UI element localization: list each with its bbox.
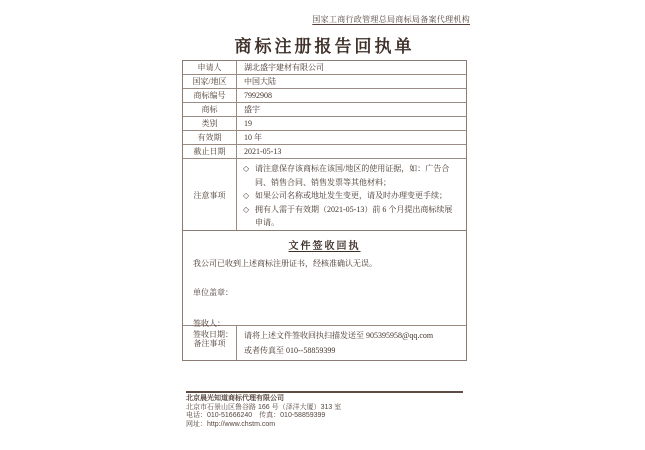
footer-company-name: 北京晨光知道商标代理有限公司 <box>186 395 284 402</box>
agency-footer <box>186 391 463 429</box>
table-row <box>183 89 466 103</box>
row-label-validity: 有效期 <box>183 131 237 144</box>
diamond-bullet-icon: ◇ <box>243 164 250 173</box>
agency-registration-note: 国家工商行政管理总局商标局备案代理机构 <box>312 15 470 24</box>
remarks-line-email: 请将上述文件签收回执扫描发送至 905395958@qq.com <box>244 331 434 340</box>
diamond-bullet-icon: ◇ <box>243 204 250 214</box>
row-label-notes: 注意事项 <box>183 159 237 233</box>
table-row <box>183 117 466 131</box>
table-row <box>183 103 466 117</box>
row-label-class: 类别 <box>183 117 237 130</box>
remarks-line-fax: 或者传真至 010--58859399 <box>244 346 336 355</box>
row-value-deadline: 2021-05-13 <box>244 147 282 156</box>
row-label-trademark-number: 商标编号 <box>183 89 237 102</box>
row-value-class: 19 <box>244 119 252 128</box>
note-item <box>243 203 460 230</box>
receipt-confirmation-box <box>182 230 467 361</box>
row-value-trademark-number: 7992908 <box>244 91 272 100</box>
footer-tel-fax: 电话：010-51666240 传真：010-58859399 <box>186 412 326 419</box>
note-item <box>243 189 460 203</box>
remarks-content <box>237 326 466 360</box>
row-value-validity: 10 年 <box>244 133 262 142</box>
company-seal-label: 单位盖章： <box>193 288 233 297</box>
note-text: 请注意保存该商标在该国/地区的使用证据，如：广告合同、销售合同、销售发票等其他材料； <box>255 164 450 187</box>
note-item <box>243 162 460 189</box>
signer-label: 签收人： <box>193 319 225 328</box>
row-label-country: 国家/地区 <box>183 75 237 88</box>
table-row <box>183 131 466 145</box>
page-title: 商标注册报告回执单 <box>234 37 415 56</box>
diamond-bullet-icon: ◇ <box>243 191 250 200</box>
footer-website: 网址：http://www.chstm.com <box>186 420 276 428</box>
row-label-remarks: 备注事项 <box>183 326 237 360</box>
row-label-deadline: 截止日期 <box>183 145 237 158</box>
note-text: 拥有人需于有效期（2021-05-13）前 6 个月提出商标续展申请。 <box>255 204 453 227</box>
table-row <box>183 145 466 159</box>
trademark-info-table <box>182 60 467 234</box>
table-row <box>183 75 466 89</box>
table-row-notes <box>183 159 466 233</box>
receipt-section-title: 文件签收回执 <box>288 241 361 252</box>
row-value-country: 中国大陆 <box>244 77 276 86</box>
notes-list <box>237 159 466 233</box>
row-label-trademark: 商标 <box>183 103 237 116</box>
remarks-row <box>183 325 466 360</box>
row-value-trademark: 盛宇 <box>244 105 260 114</box>
sign-date-label: 签收日期： <box>193 330 233 339</box>
row-label-applicant: 申请人 <box>183 61 237 74</box>
row-value-applicant: 湖北盛宇建材有限公司 <box>244 63 324 72</box>
footer-address: 北京市石景山区鲁谷路 166 号（泽洋大厦）313 室 <box>186 403 342 411</box>
note-text: 如果公司名称或地址发生变更，请及时办理变更手续； <box>255 191 447 200</box>
table-row <box>183 61 466 75</box>
receipt-statement: 我公司已收到上述商标注册证书，经核准确认无误。 <box>193 259 377 268</box>
